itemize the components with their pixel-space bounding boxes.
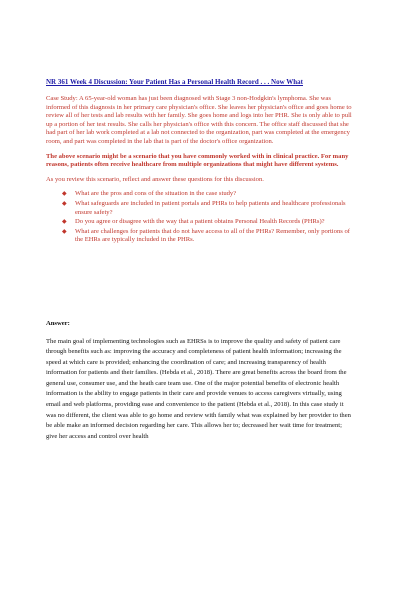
question-text: What safeguards are included in patient portals and PHRs to help patients and healthcare professionals ensure safety? <box>75 199 346 216</box>
question-item <box>62 190 354 199</box>
question-list <box>46 190 354 245</box>
emphasis-paragraph: The above scenario might be a scenario that you have commonly worked with in clinical practice. For many reasons, patients often receive healthcare from multiple organizations that might have different systems. <box>46 152 349 169</box>
case-study-paragraph: Case Study: A 65-year-old woman has just been diagnosed with Stage 3 non-Hodgkin's lymphoma. She was informed of this diagnosis in her primary care physician's office. She leaves her physician's office and goes home to review all of her tests and lab results with her family. She goes home and logs into her PHR. She is only able to pull up a portion of her test results. She calls her physician's office with this concern. The office staff discussed that she had part of her lab work completed at a lab not connected to the organization, part was completed at the emergency room, and part was completed in the lab that is part of the doctor's office organization. <box>46 95 352 145</box>
question-text: What are challenges for patients that do not have access to all of the PHRs? Remember, only portions of the EHRs are typically included in the PHRs. <box>75 227 350 244</box>
question-item <box>62 200 354 217</box>
diamond-bullet-icon: ◆ <box>62 200 67 207</box>
question-text: What are the pros and cons of the situation in the case study? <box>75 190 237 198</box>
question-item <box>62 228 354 245</box>
diamond-bullet-icon: ◆ <box>62 228 67 235</box>
instructions-paragraph: As you review this scenario, reflect and answer these questions for this discussion. <box>46 175 264 183</box>
diamond-bullet-icon: ◆ <box>62 191 67 198</box>
diamond-bullet-icon: ◆ <box>62 219 67 226</box>
answer-paragraph: The main goal of implementing technologies such as EHRSs is to improve the quality and safety of patient care through benefits such as: improving the accuracy and completeness of patient health information; increasing the speed at which care is provided; enhancing the coordination of care; and increasing transparency of health information for patients and their families. (Hebda et al., 2018). There are great benefits across the board from the general use, consumer use, and the heath care team use. One of the major potential benefits of electronic health information is the ability to engage patients in their care and provide venues to access caregivers virtually, using email and web platforms, providing ease and convenience to the patient (Hebda et al., 2018). In this case study it was no different, the client was able to go home and review with family what was explained by her provider to then be able make an informed decision regarding her care. This allows her to; decreased her wait time for treatment; give her access and control over health <box>46 337 351 440</box>
question-item <box>62 218 354 227</box>
document-title[interactable]: NR 361 Week 4 Discussion: Your Patient Has a Personal Health Record . . . Now What <box>46 78 303 86</box>
question-text: Do you agree or disagree with the way that a patient obtains Personal Health Records (PHRs)? <box>75 218 325 226</box>
answer-heading: Answer: <box>46 319 70 327</box>
